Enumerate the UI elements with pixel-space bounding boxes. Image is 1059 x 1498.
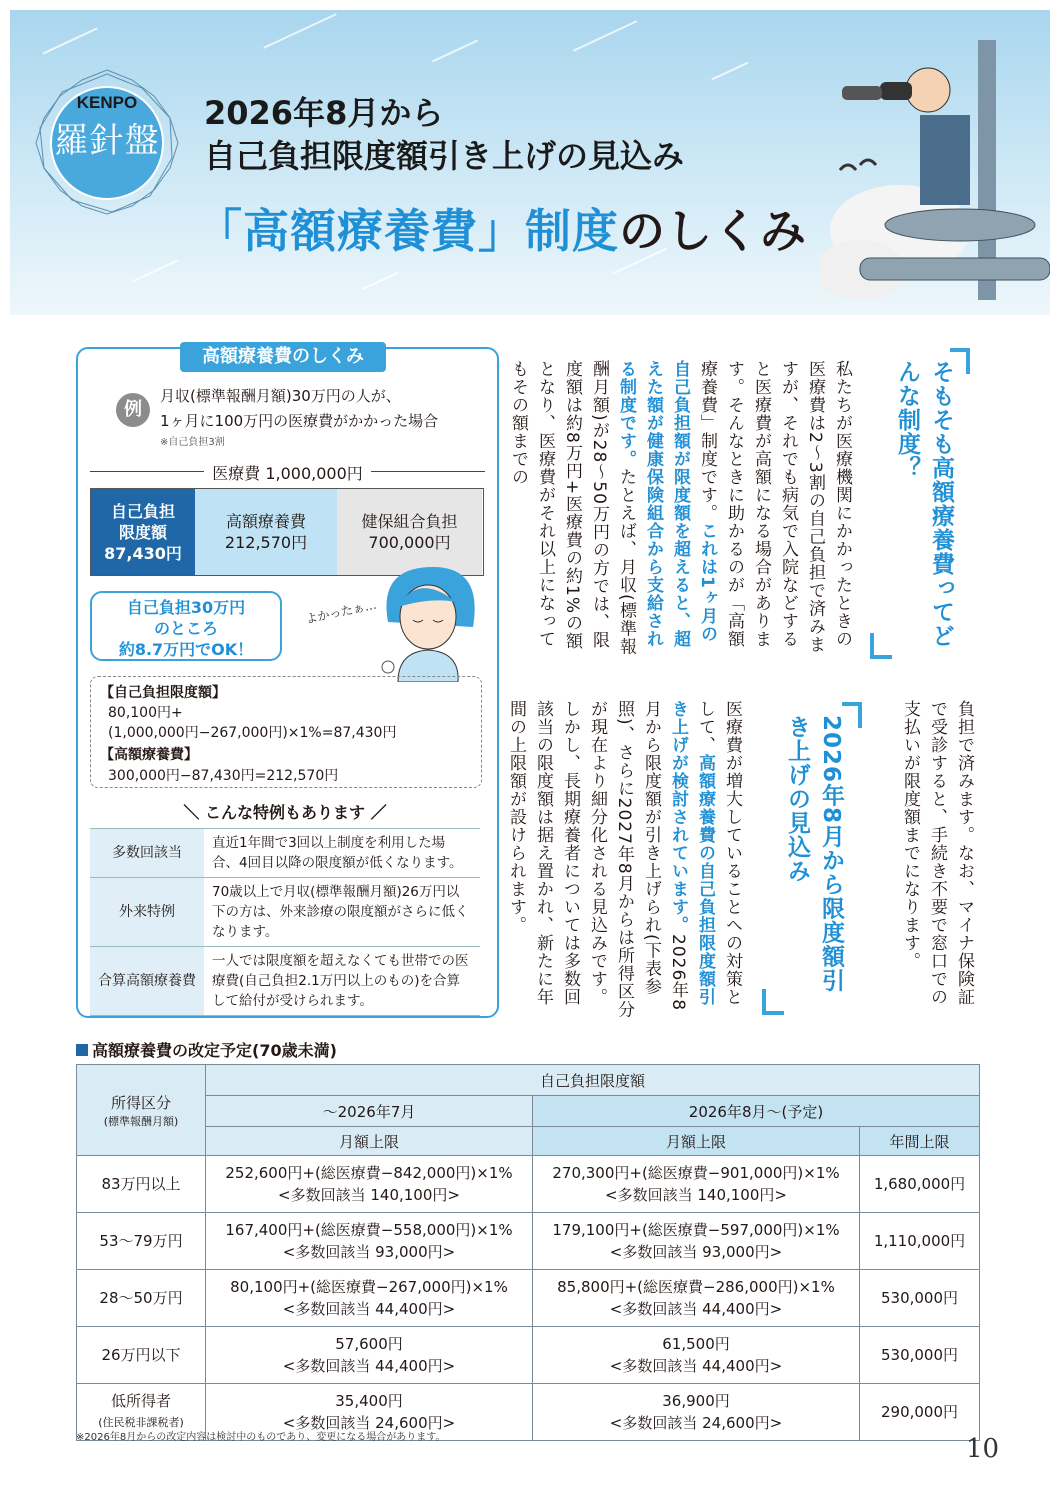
self-payment-label-1: 自己負担 [110,502,175,521]
title-quote-open: 「 [196,204,243,258]
title-mid: 制度 [525,204,619,258]
before-cell: 167,400円+(総医療費−558,000円)×1% <多数回該当 93,000円> [206,1213,533,1270]
annual-cell: 1,680,000円 [860,1156,980,1213]
section1-body-continued: 負担で済みます。なお、マイナ保険証で受診すると、手続き不要で窓口での支払いが限度額までになります。 [900,700,974,1006]
example-note: ※自己負担3割 [160,437,225,448]
title-highlight: 高額療養費 [243,204,478,258]
system-box-tab: 高額療養費のしくみ [180,342,386,372]
special-cases-table [90,828,480,1016]
example-line-1: 月収(標準報酬月額)30万円の人が、 [160,387,401,405]
special-label: 合算高額療養費 [90,947,204,1016]
income-cell: 26万円以下 [77,1327,206,1384]
calc-line-3: 300,000円−87,430円=212,570円 [108,768,339,784]
header-limit: 自己負担限度額 [206,1065,980,1096]
title-quote-close: 」 [478,204,525,258]
section2-heading: 2026年8月から限度額引き上げの見込み [784,715,844,993]
income-cell: 低所得者 (住民税非課税者) [77,1384,206,1441]
section2-body [506,700,745,1020]
title-tail: のしくみ [619,204,807,258]
income-cell: 83万円以上 [77,1156,206,1213]
table-row [77,1156,980,1213]
section1-p2-rest: たとえば、月収(標準報酬月額)が28〜50万円の方では、限度額は約8万円+医療費の約1%の額となり、医療費がそれ以上になってもその額までの [508,360,636,656]
bubble-line-1: 自己負担30万円 [126,598,246,617]
section1-body [508,360,855,660]
page-number: 10 [966,1434,1000,1464]
annual-cell: 290,000円 [860,1384,980,1441]
header-income: 所得区分 (標準報酬月額) [77,1065,206,1156]
annual-cell: 530,000円 [860,1327,980,1384]
table-row [77,1213,980,1270]
page-title [196,195,807,261]
special-text: 直近1年間で3回以上制度を利用した場合、4回目以降の限度額が低くなります。 [204,829,480,878]
relief-speech: よかったぁ… [304,597,378,627]
total-cost-label: 医療費 1,000,000円 [90,461,485,484]
revision-table-title-text: 高額療養費の改定予定(70歳未満) [92,1041,337,1060]
table-row [77,1270,980,1327]
special-label: 多数回該当 [90,829,204,878]
calc-heading-self: 【自己負担限度額】 [100,685,226,701]
bracket [966,348,970,374]
header-monthly-after: 月額上限 [533,1127,860,1156]
section2-p1-rest: 2026年8月から限度額が引き上げられ(下表参照)、さらに2027年8月からは所得区分が現在より細分化される見込みです。しかし、長期療養者については多数回該当の限度額は据え置かれ、新たに年間の上限額が設けられます。 [506,700,688,1019]
special-label: 外来特例 [90,878,204,947]
after-cell: 270,300円+(総医療費−901,000円)×1% <多数回該当 140,100円> [533,1156,860,1213]
table-row [90,829,480,878]
revision-table [76,1064,980,1441]
title-line-1: 2026年8月から [204,94,444,132]
example-line-2: 1ヶ月に100万円の医療費がかかった場合 [160,412,439,430]
badge-rashinban-label: 羅針盤 [54,121,160,161]
self-payment-value: 87,430円 [104,544,182,563]
high-cost-value: 212,570円 [224,533,308,552]
income-cell: 28〜50万円 [77,1270,206,1327]
header-after: 2026年8月〜(予定) [533,1096,980,1127]
savings-bubble [90,591,282,661]
after-cell: 61,500円 <多数回該当 44,400円> [533,1327,860,1384]
annual-cell: 530,000円 [860,1270,980,1327]
after-cell: 179,100円+(総医療費−597,000円)×1% <多数回該当 93,000円> [533,1213,860,1270]
calc-heading-high: 【高額療養費】 [100,747,198,763]
section2-p1-bold: 高額療養費の自己負担限度額引き上げが検討されています。 [668,700,715,1006]
section2-p1: 医療費が増大していることへの対策として、 [695,700,742,1006]
bracket [858,702,862,728]
section1-heading: そもそも高額療養費ってどんな制度？ [894,360,954,648]
bracket [762,989,766,1015]
before-cell: 80,100円+(総医療費−267,000円)×1% <多数回該当 44,400円> [206,1270,533,1327]
table-row [77,1327,980,1384]
table-row [90,947,480,1016]
union-label: 健保組合負担 [361,512,458,531]
income-cell: 53〜79万円 [77,1213,206,1270]
before-cell: 252,600円+(総医療費−842,000円)×1% <多数回該当 140,100円> [206,1156,533,1213]
revision-table-title [76,1038,337,1061]
bubble-line-3: 約8.7万円でOK！ [118,640,254,659]
after-cell: 36,900円 <多数回該当 24,600円> [533,1384,860,1441]
calc-line-1: 80,100円+ [108,705,183,721]
special-cases-title: ＼ こんな特例もあります ／ [183,803,387,822]
high-cost-label: 高額療養費 [225,512,306,531]
header-before: 〜2026年7月 [206,1096,533,1127]
after-cell: 85,800円+(総医療費−286,000円)×1% <多数回該当 44,400円> [533,1270,860,1327]
header-annual: 年間上限 [860,1127,980,1156]
table-footnote: ※2026年8月からの改定内容は検討中のものであり、変更になる場合があります。 [76,1432,446,1443]
table-row [90,878,480,947]
section1-p1: 私たちが医療機関にかかったときの医療費は2〜3割の自己負担で済みますが、それでも病気で入院などすると医療費が高額になる場合があります。そんなときに助かるのが「高額療養費」制度です。 [697,360,852,654]
annual-cell: 1,110,000円 [860,1213,980,1270]
bracket [870,633,874,659]
special-text: 70歳以上で月収(標準報酬月額)26万円以下の方は、外来診療の限度額がさらに低くなります。 [204,878,480,947]
bubble-line-2: のところ [153,619,218,638]
self-payment-label-2: 限度額 [118,523,167,542]
before-cell: 57,600円 <多数回該当 44,400円> [206,1327,533,1384]
relieved-woman-illustration [368,562,478,682]
high-cost-segment [195,489,337,575]
before-cell: 35,400円 <多数回該当 24,600円> [206,1384,533,1441]
lookout-man-illustration [820,20,1050,310]
special-text: 一人では限度額を超えなくても世帯での医療費(自己負担2.1万円以上のもの)を合算して給付が受けられます。 [204,947,480,1016]
title-line-2: 自己負担限度額引き上げの見込み [204,137,685,175]
section1-p2-bold: これは1ヶ月の自己負担額が限度額を超えると、超えた額が健康保険組合から支給される制度です。 [616,360,717,648]
self-payment-segment [91,489,195,575]
header-monthly-before: 月額上限 [206,1127,533,1156]
union-value: 700,000円 [368,533,451,552]
badge-kenpo-label: KENPO [76,93,138,112]
calc-line-2: (1,000,000円−267,000円)×1%=87,430円 [108,725,397,741]
example-icon: 例 [116,393,150,427]
